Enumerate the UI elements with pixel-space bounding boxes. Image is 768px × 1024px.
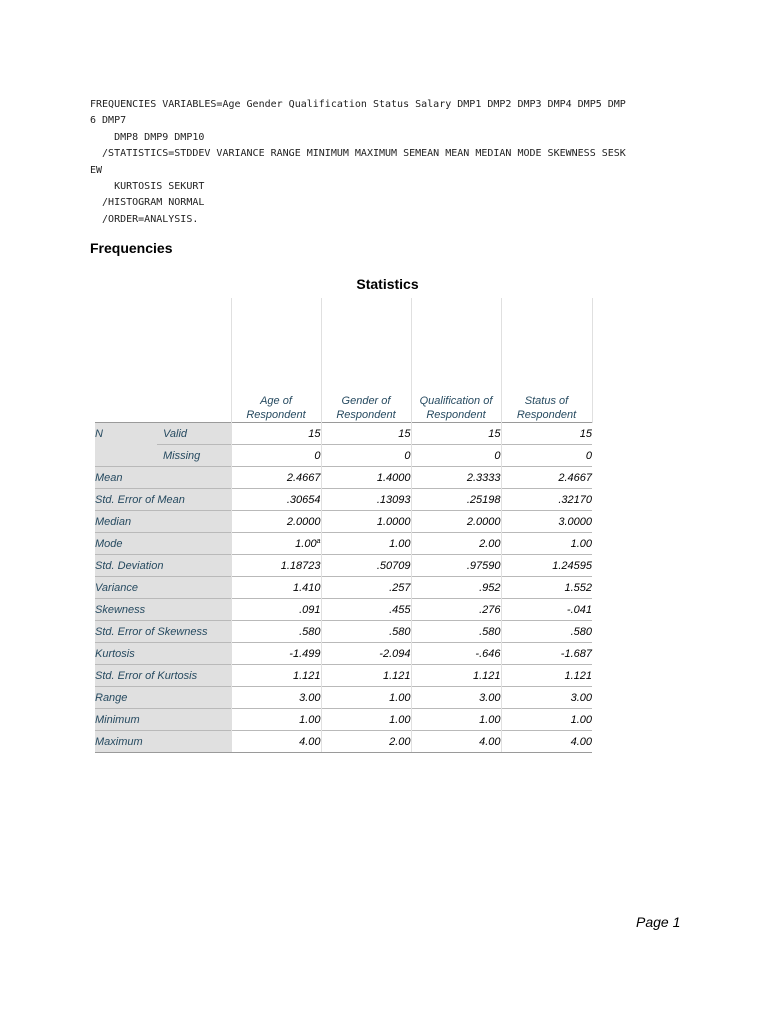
table-cell: 1.121 — [501, 665, 592, 687]
table-cell: .50709 — [321, 555, 411, 577]
table-title: Statistics — [356, 276, 419, 292]
table-cell: 2.4667 — [231, 467, 321, 489]
table-cell: 15 — [501, 423, 592, 445]
table-row — [95, 555, 592, 577]
footnote-marker: a — [316, 537, 321, 545]
table-cell: 1.0000 — [321, 511, 411, 533]
table-cell: .455 — [321, 599, 411, 621]
table-cell: 1.00 — [231, 709, 321, 731]
table-cell: 1.00 — [321, 687, 411, 709]
table-cell: .32170 — [501, 489, 592, 511]
table-cell: .580 — [231, 621, 321, 643]
table-cell: 1.00$^a$ — [231, 533, 321, 555]
table-cell: 1.410 — [231, 577, 321, 599]
row-label: Range — [95, 687, 231, 709]
table-row — [95, 643, 592, 665]
table-cell: 3.00 — [501, 687, 592, 709]
table-cell: .580 — [501, 621, 592, 643]
table-cell: .580 — [411, 621, 501, 643]
row-label: Mean — [95, 467, 231, 489]
column-header: Gender of Respondent — [321, 298, 411, 423]
row-label: Std. Error of Mean — [95, 489, 231, 511]
table-header-row — [95, 298, 592, 423]
table-cell: 1.121 — [411, 665, 501, 687]
table-cell: 0 — [231, 445, 321, 467]
table-cell: -2.094 — [321, 643, 411, 665]
table-cell: 2.4667 — [501, 467, 592, 489]
table-cell: 0 — [501, 445, 592, 467]
table-cell: 1.4000 — [321, 467, 411, 489]
table-cell: 1.00 — [411, 709, 501, 731]
table-cell: 1.24595 — [501, 555, 592, 577]
table-cell: 2.00 — [411, 533, 501, 555]
table-row — [95, 511, 592, 533]
table-row — [95, 731, 592, 753]
table-cell: 3.00 — [411, 687, 501, 709]
row-label: Median — [95, 511, 231, 533]
syntax-line: DMP8 DMP9 DMP10 — [90, 131, 205, 143]
table-cell: .97590 — [411, 555, 501, 577]
table-cell: 15 — [321, 423, 411, 445]
table-row — [95, 665, 592, 687]
table-cell: 1.00 — [501, 709, 592, 731]
table-cell: 4.00 — [501, 731, 592, 753]
table-cell: 4.00 — [411, 731, 501, 753]
row-label: Valid — [157, 423, 231, 445]
table-cell: -1.687 — [501, 643, 592, 665]
table-cell: -1.499 — [231, 643, 321, 665]
syntax-line: 6 DMP7 — [90, 115, 127, 127]
syntax-line: /ORDER=ANALYSIS. — [90, 213, 199, 225]
table-cell: .580 — [321, 621, 411, 643]
column-header: Age of Respondent — [231, 298, 321, 423]
table-row — [95, 621, 592, 643]
table-cell: 3.0000 — [501, 511, 592, 533]
table-cell: 15 — [411, 423, 501, 445]
syntax-block — [90, 97, 626, 228]
row-label: Minimum — [95, 709, 231, 731]
statistics-table — [95, 298, 593, 753]
table-cell: .30654 — [231, 489, 321, 511]
table-cell: 15 — [231, 423, 321, 445]
table-row — [95, 599, 592, 621]
table-cell: 3.00 — [231, 687, 321, 709]
table-cell: 2.3333 — [411, 467, 501, 489]
table-cell: .13093 — [321, 489, 411, 511]
section-title: Frequencies — [90, 240, 173, 256]
table-row — [95, 467, 592, 489]
header-corner — [95, 298, 231, 423]
table-cell: 1.552 — [501, 577, 592, 599]
table-cell: 2.0000 — [231, 511, 321, 533]
table-cell: -.041 — [501, 599, 592, 621]
row-label: Std. Deviation — [95, 555, 231, 577]
syntax-line: /HISTOGRAM NORMAL — [90, 197, 205, 209]
syntax-line: KURTOSIS SEKURT — [90, 181, 205, 193]
table-cell: 1.00 — [501, 533, 592, 555]
syntax-line: EW — [90, 164, 103, 176]
table-cell: 0 — [321, 445, 411, 467]
column-header: Qualification of Respondent — [411, 298, 501, 423]
table-cell: .952 — [411, 577, 501, 599]
row-label: Mode — [95, 533, 231, 555]
table-cell: 4.00 — [231, 731, 321, 753]
table-cell: 2.00 — [321, 731, 411, 753]
table-row — [95, 423, 592, 445]
row-group-label: N — [95, 423, 157, 467]
row-label: Missing — [157, 445, 231, 467]
table-row — [95, 445, 592, 467]
table-cell: 1.121 — [231, 665, 321, 687]
row-label: Std. Error of Skewness — [95, 621, 231, 643]
table-row — [95, 709, 592, 731]
table-row — [95, 489, 592, 511]
row-label: Variance — [95, 577, 231, 599]
table-row — [95, 577, 592, 599]
table-cell: 2.0000 — [411, 511, 501, 533]
syntax-line: FREQUENCIES VARIABLES=Age Gender Qualification Status Salary DMP1 DMP2 DMP3 DMP4 DMP5 DMP — [90, 99, 626, 110]
table-cell: .25198 — [411, 489, 501, 511]
table-cell: 1.00 — [321, 533, 411, 555]
row-label: Skewness — [95, 599, 231, 621]
column-header: Status of Respondent — [501, 298, 592, 423]
row-label: Maximum — [95, 731, 231, 753]
table-cell: .091 — [231, 599, 321, 621]
table-row — [95, 687, 592, 709]
table-cell: -.646 — [411, 643, 501, 665]
table-cell: 1.121 — [321, 665, 411, 687]
table-row — [95, 533, 592, 555]
table-cell: 1.00 — [321, 709, 411, 731]
table-cell: .276 — [411, 599, 501, 621]
table-cell: .257 — [321, 577, 411, 599]
page-number: Page 1 — [636, 914, 681, 930]
table-cell: 0 — [411, 445, 501, 467]
row-label: Kurtosis — [95, 643, 231, 665]
table-cell: 1.18723 — [231, 555, 321, 577]
syntax-line: /STATISTICS=STDDEV VARIANCE RANGE MINIMUM MAXIMUM SEMEAN MEAN MEDIAN MODE SKEWNESS SESK — [90, 148, 626, 160]
row-label: Std. Error of Kurtosis — [95, 665, 231, 687]
